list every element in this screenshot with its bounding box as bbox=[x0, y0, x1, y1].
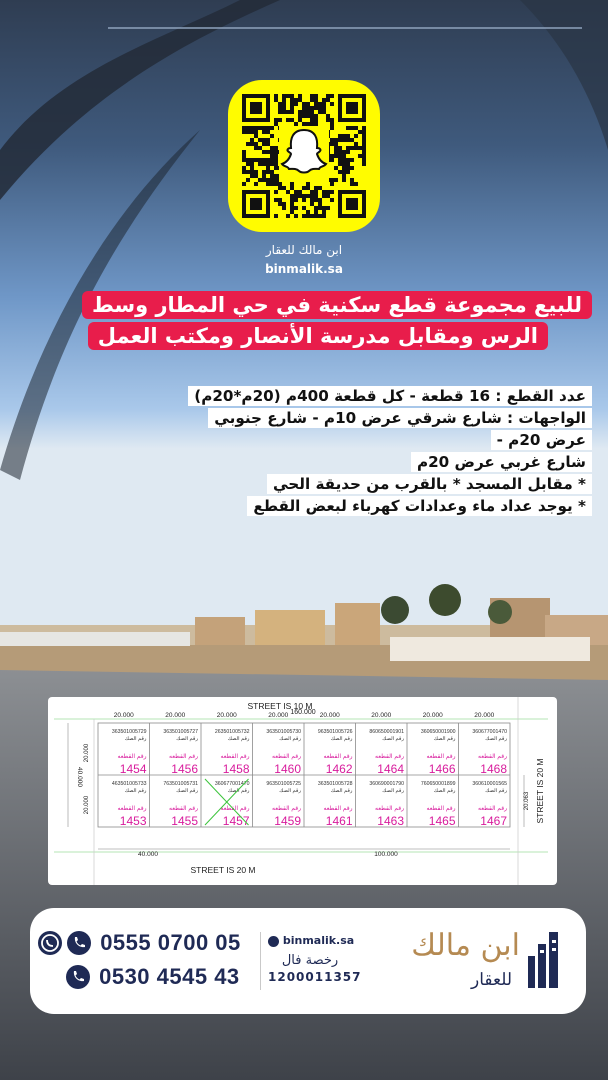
deed-label: رقم الصك bbox=[382, 736, 404, 742]
plot-label: رقم القطعه bbox=[426, 754, 456, 760]
listing-details bbox=[176, 385, 592, 517]
title-line-1: للبيع مجموعة قطع سكنية في حي المطار وسط bbox=[82, 291, 592, 319]
plot-number: 1459 bbox=[274, 814, 301, 828]
plot-label: رقم القطعه bbox=[323, 806, 353, 812]
divider bbox=[260, 932, 261, 990]
site-license-block bbox=[268, 934, 368, 984]
deed-label: رقم الصك bbox=[330, 736, 353, 742]
detail-line: * يوجد عداد ماء وعدادات كهرباء لبعض القطع bbox=[247, 496, 592, 516]
logo-sub: للعقار bbox=[471, 970, 512, 990]
contact-bar bbox=[30, 908, 586, 1014]
plot-number: 1464 bbox=[377, 762, 404, 776]
whatsapp-icon bbox=[38, 931, 62, 955]
detail-line: عدد القطع : 16 قطعة - كل قطعة 400م (20م*20م) bbox=[188, 386, 592, 406]
street-bottom-label: STREET IS 20 M bbox=[190, 865, 256, 875]
deed-number: 463501005733 bbox=[111, 781, 147, 787]
column-width-dim: 20.000 bbox=[268, 712, 289, 719]
plot-number: 1463 bbox=[377, 814, 404, 828]
deed-number: 360677001470 bbox=[472, 729, 507, 735]
plot-label: رقم القطعه bbox=[117, 754, 147, 760]
deed-label: رقم الصك bbox=[279, 788, 301, 794]
plot-label: رقم القطعه bbox=[478, 754, 507, 760]
building-logo-icon bbox=[526, 930, 562, 990]
plot-label: رقم القطعه bbox=[117, 806, 147, 812]
column-width-dim: 20.000 bbox=[474, 712, 495, 719]
logo bbox=[400, 924, 520, 1000]
left-dim-top: 20.000 bbox=[84, 743, 90, 763]
total-width-dim: 160.000 bbox=[290, 709, 316, 716]
bottom-right-dim: 100.000 bbox=[374, 851, 398, 858]
plot-label: رقم القطعه bbox=[169, 806, 198, 812]
column-width-dim: 20.000 bbox=[319, 712, 340, 719]
contact-site[interactable]: binmalik.sa bbox=[282, 934, 355, 947]
plot-number: 1455 bbox=[171, 814, 198, 828]
column-width-dim: 20.000 bbox=[216, 712, 237, 719]
plot-number: 1453 bbox=[119, 814, 147, 828]
deed-number: 360690001790 bbox=[369, 781, 404, 787]
deed-number: 963501005726 bbox=[317, 729, 353, 735]
column-width-dim: 20.000 bbox=[422, 712, 443, 719]
deed-label: رقم الصك bbox=[227, 788, 250, 794]
brand-site[interactable]: binmalik.sa bbox=[265, 262, 343, 276]
license-label: رخصة فال bbox=[281, 953, 339, 968]
deed-number: 360677001470 bbox=[214, 781, 250, 787]
logo-main: ابن مالك bbox=[411, 928, 520, 963]
detail-line: شارع غربي عرض 20م bbox=[411, 452, 592, 472]
plot-label: رقم القطعه bbox=[375, 806, 404, 812]
land-plan bbox=[48, 697, 557, 885]
phone-number-2[interactable]: 0530 4545 43 bbox=[99, 964, 240, 989]
deed-label: رقم الصك bbox=[227, 736, 250, 742]
plot-number: 1468 bbox=[480, 762, 507, 776]
detail-line: الواجهات : شارع شرقي عرض 10م - شارع جنوبي عرض 20م - bbox=[208, 408, 592, 450]
deed-number: 363501005730 bbox=[266, 729, 301, 735]
detail-line: * مقابل المسجد * بالقرب من حديقة الحي bbox=[267, 474, 592, 494]
plan-drawing bbox=[48, 697, 557, 885]
street-top-label: STREET IS 10 M bbox=[247, 701, 313, 711]
snapchat-icon bbox=[279, 126, 329, 182]
column-width-dim: 20.000 bbox=[371, 712, 392, 719]
right-dim: 20.063 bbox=[524, 791, 530, 811]
deed-label: رقم الصك bbox=[382, 788, 404, 794]
deed-number: 963501005725 bbox=[266, 781, 301, 787]
deed-number: 763501005731 bbox=[163, 781, 198, 787]
deed-number: 360610001565 bbox=[472, 781, 507, 787]
deed-label: رقم الصك bbox=[330, 788, 353, 794]
plot-label: رقم القطعه bbox=[375, 754, 404, 760]
deed-label: رقم الصك bbox=[176, 736, 198, 742]
plot-label: رقم القطعه bbox=[478, 806, 507, 812]
phone-row-1[interactable] bbox=[38, 930, 241, 956]
snapchat-icon bbox=[268, 936, 279, 947]
deed-number: 860650001901 bbox=[369, 729, 404, 735]
plot-number: 1457 bbox=[222, 814, 250, 828]
plot-number: 1461 bbox=[325, 814, 353, 828]
deed-number: 363501005729 bbox=[111, 729, 147, 735]
deed-label: رقم الصك bbox=[279, 736, 301, 742]
deed-label: رقم الصك bbox=[124, 788, 147, 794]
street-right-label: STREET IS 20 M bbox=[535, 758, 545, 824]
plot-label: رقم القطعه bbox=[272, 754, 301, 760]
deed-number: 363501005727 bbox=[163, 729, 198, 735]
plot-number: 1465 bbox=[428, 814, 456, 828]
plot-number: 1466 bbox=[428, 762, 456, 776]
phone-icon bbox=[66, 965, 90, 989]
title-line-2: الرس ومقابل مدرسة الأنصار ومكتب العمل bbox=[88, 322, 548, 350]
deed-number: 263501005732 bbox=[214, 729, 250, 735]
deed-label: رقم الصك bbox=[176, 788, 198, 794]
plot-number: 1458 bbox=[222, 762, 250, 776]
plot-label: رقم القطعه bbox=[220, 806, 250, 812]
deed-number: 760650001899 bbox=[420, 781, 456, 787]
plot-number: 1462 bbox=[325, 762, 353, 776]
deed-label: رقم الصك bbox=[485, 788, 507, 794]
snapcode[interactable] bbox=[228, 80, 380, 232]
plot-number: 1454 bbox=[119, 762, 147, 776]
deed-number: 360650001900 bbox=[420, 729, 456, 735]
plot-number: 1467 bbox=[480, 814, 507, 828]
left-dim-outer: 40.000 bbox=[76, 767, 83, 787]
bottom-left-dim: 40.000 bbox=[138, 851, 158, 858]
deed-label: رقم الصك bbox=[433, 736, 456, 742]
plot-number: 1460 bbox=[274, 762, 301, 776]
plot-label: رقم القطعه bbox=[426, 806, 456, 812]
deed-label: رقم الصك bbox=[485, 736, 507, 742]
license-number: 1200011357 bbox=[268, 970, 362, 984]
column-width-dim: 20.000 bbox=[113, 712, 134, 719]
deed-label: رقم الصك bbox=[124, 736, 147, 742]
plot-label: رقم القطعه bbox=[169, 754, 198, 760]
deed-number: 363501005728 bbox=[317, 781, 353, 787]
brand-name: ابن مالك للعقار bbox=[265, 243, 343, 257]
phone-number-1[interactable]: 0555 0700 05 bbox=[100, 930, 241, 955]
phone-icon bbox=[67, 931, 91, 955]
left-dim-bottom: 20.000 bbox=[84, 795, 90, 815]
column-width-dim: 20.000 bbox=[165, 712, 186, 719]
plot-label: رقم القطعه bbox=[323, 754, 353, 760]
plot-label: رقم القطعه bbox=[272, 806, 301, 812]
plot-number: 1456 bbox=[171, 762, 198, 776]
deed-label: رقم الصك bbox=[433, 788, 456, 794]
plot-label: رقم القطعه bbox=[220, 754, 250, 760]
phone-row-2[interactable] bbox=[66, 964, 240, 990]
